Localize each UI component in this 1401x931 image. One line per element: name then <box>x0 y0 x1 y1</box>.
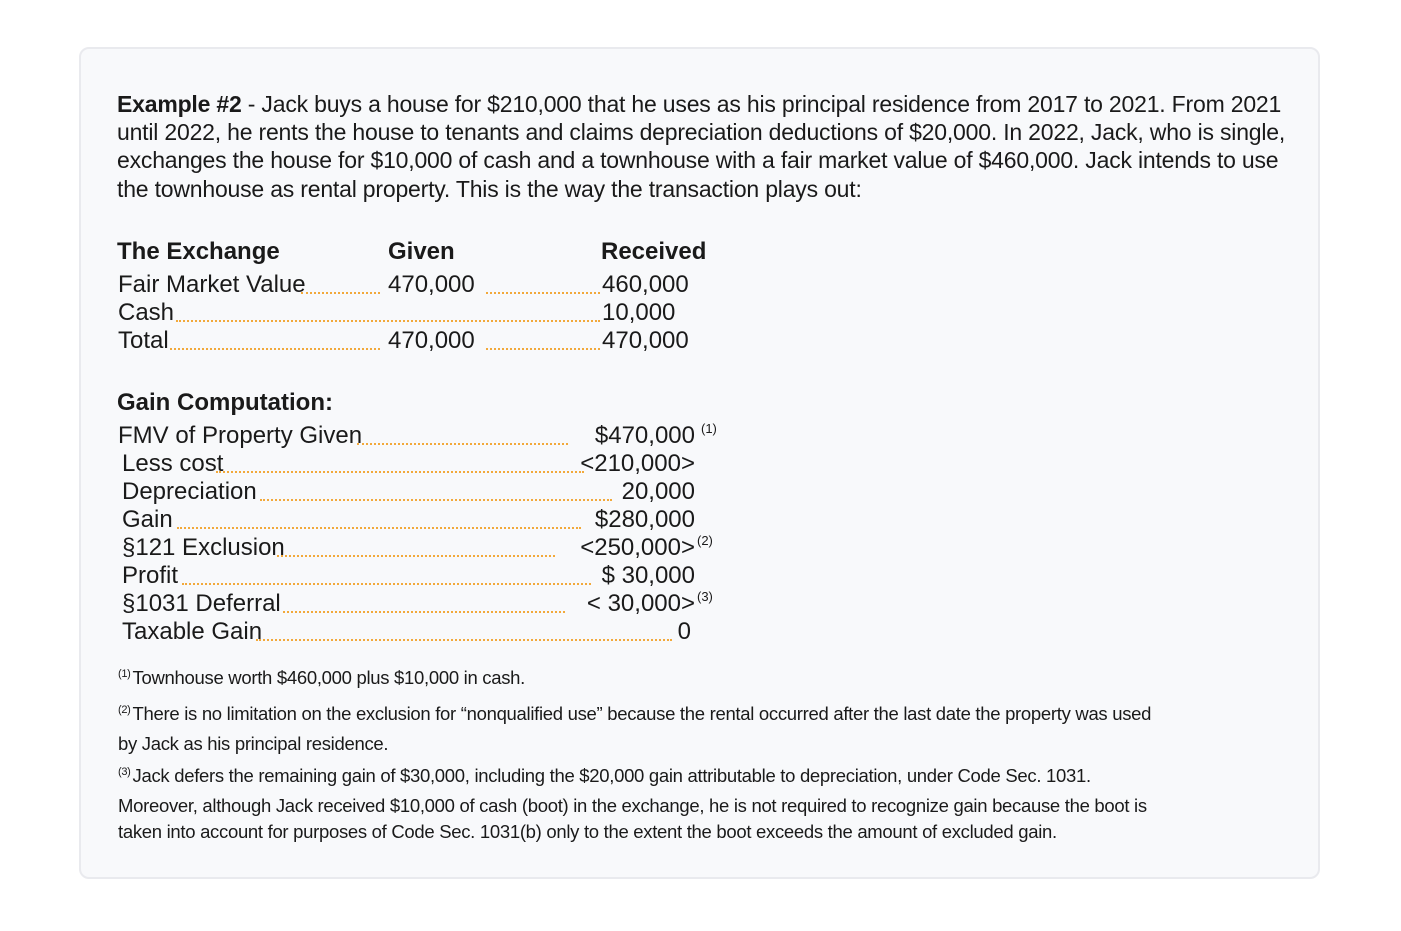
gain-row-label: Taxable Gain <box>122 618 263 645</box>
gain-row-label: Depreciation <box>122 478 257 505</box>
footnote-text: Townhouse worth $460,000 plus $10,000 in cash. <box>132 667 526 688</box>
gain-row-value: < 30,000> <box>586 590 695 617</box>
leader-dots <box>170 348 380 350</box>
leader-dots <box>260 499 612 501</box>
footnote-text: Jack defers the remaining gain of $30,000, including the $20,000 gain attributable to depreciation, under Code Sec. 1031. Moreover, although Jack received $10,000 of cash (boot) in the exchange, he is not required to recognize gain because the boot is taken into account for purposes of Code Sec. 1031(b) only to the extent the boot exceeds the amount of excluded gain. <box>118 765 1147 842</box>
exchange-row-given: 470,000 <box>388 327 475 354</box>
footnote-mark: (3) <box>118 766 131 778</box>
leader-dots <box>176 320 600 322</box>
gain-row-label: Less cost <box>122 450 224 477</box>
exchange-row-received: 10,000 <box>602 299 676 326</box>
gain-row-value: 0 <box>677 618 691 645</box>
exchange-row-label: Cash <box>118 299 175 326</box>
footnote-mark: (1) <box>118 668 131 680</box>
footnote-1 <box>118 665 1168 695</box>
gain-row-label: Profit <box>122 562 179 589</box>
exchange-header-label: The Exchange <box>117 238 280 265</box>
example-label: Example #2 <box>117 91 242 117</box>
exchange-row-received: 460,000 <box>602 271 689 298</box>
gain-row-value: $ 30,000 <box>601 562 695 589</box>
footnote-text: There is no limitation on the exclusion for “nonqualified use” because the rental occurred after the last date the property was used by Jack as his principal residence. <box>118 703 1152 754</box>
exchange-row-given: 470,000 <box>388 271 475 298</box>
leader-dots <box>256 639 672 641</box>
intro-paragraph <box>117 90 1297 203</box>
gain-row-label: §121 Exclusion <box>122 534 285 561</box>
exchange-header-given: Given <box>388 238 455 265</box>
gain-row-label: §1031 Deferral <box>122 590 281 617</box>
leader-dots <box>357 443 568 445</box>
leader-dots <box>177 527 581 529</box>
leader-dots <box>486 348 600 350</box>
gain-row-value: 20,000 <box>621 478 695 505</box>
footnote-2 <box>118 701 1168 757</box>
gain-row-note: (3) <box>697 589 713 604</box>
gain-row-value: $280,000 <box>594 506 695 533</box>
gain-row-label: FMV of Property Given <box>118 422 363 449</box>
exchange-row-label: Total <box>118 327 169 354</box>
exchange-row-label: Fair Market Value <box>118 271 306 298</box>
gain-row-note: (1) <box>701 421 717 436</box>
intro-text: - Jack buys a house for $210,000 that he uses as his principal residence from 2017 to 2021. From 2021 until 2022, he rents the house to tenants and claims depreciation deductions of $20,000. In 2022, Jack, who is single, exchanges the house for $10,000 of cash and a townhouse with a fair market value of $460,000. Jack intends to use the townhouse as rental property. This is the way the transaction plays out: <box>117 91 1286 202</box>
exchange-row-received: 470,000 <box>602 327 689 354</box>
leader-dots <box>486 292 600 294</box>
exchange-header-received: Received <box>601 238 707 265</box>
gain-row-note: (2) <box>697 533 713 548</box>
leader-dots <box>277 555 555 557</box>
gain-row-value: <210,000> <box>580 450 695 477</box>
footnote-3 <box>118 763 1168 846</box>
gain-title: Gain Computation: <box>117 389 333 416</box>
gain-row-label: Gain <box>122 506 173 533</box>
footnote-mark: (2) <box>118 704 131 716</box>
leader-dots <box>301 292 380 294</box>
leader-dots <box>283 611 565 613</box>
leader-dots <box>216 471 584 473</box>
gain-row-value: <250,000> <box>580 534 695 561</box>
leader-dots <box>182 583 591 585</box>
gain-row-value: $470,000 <box>594 422 695 449</box>
